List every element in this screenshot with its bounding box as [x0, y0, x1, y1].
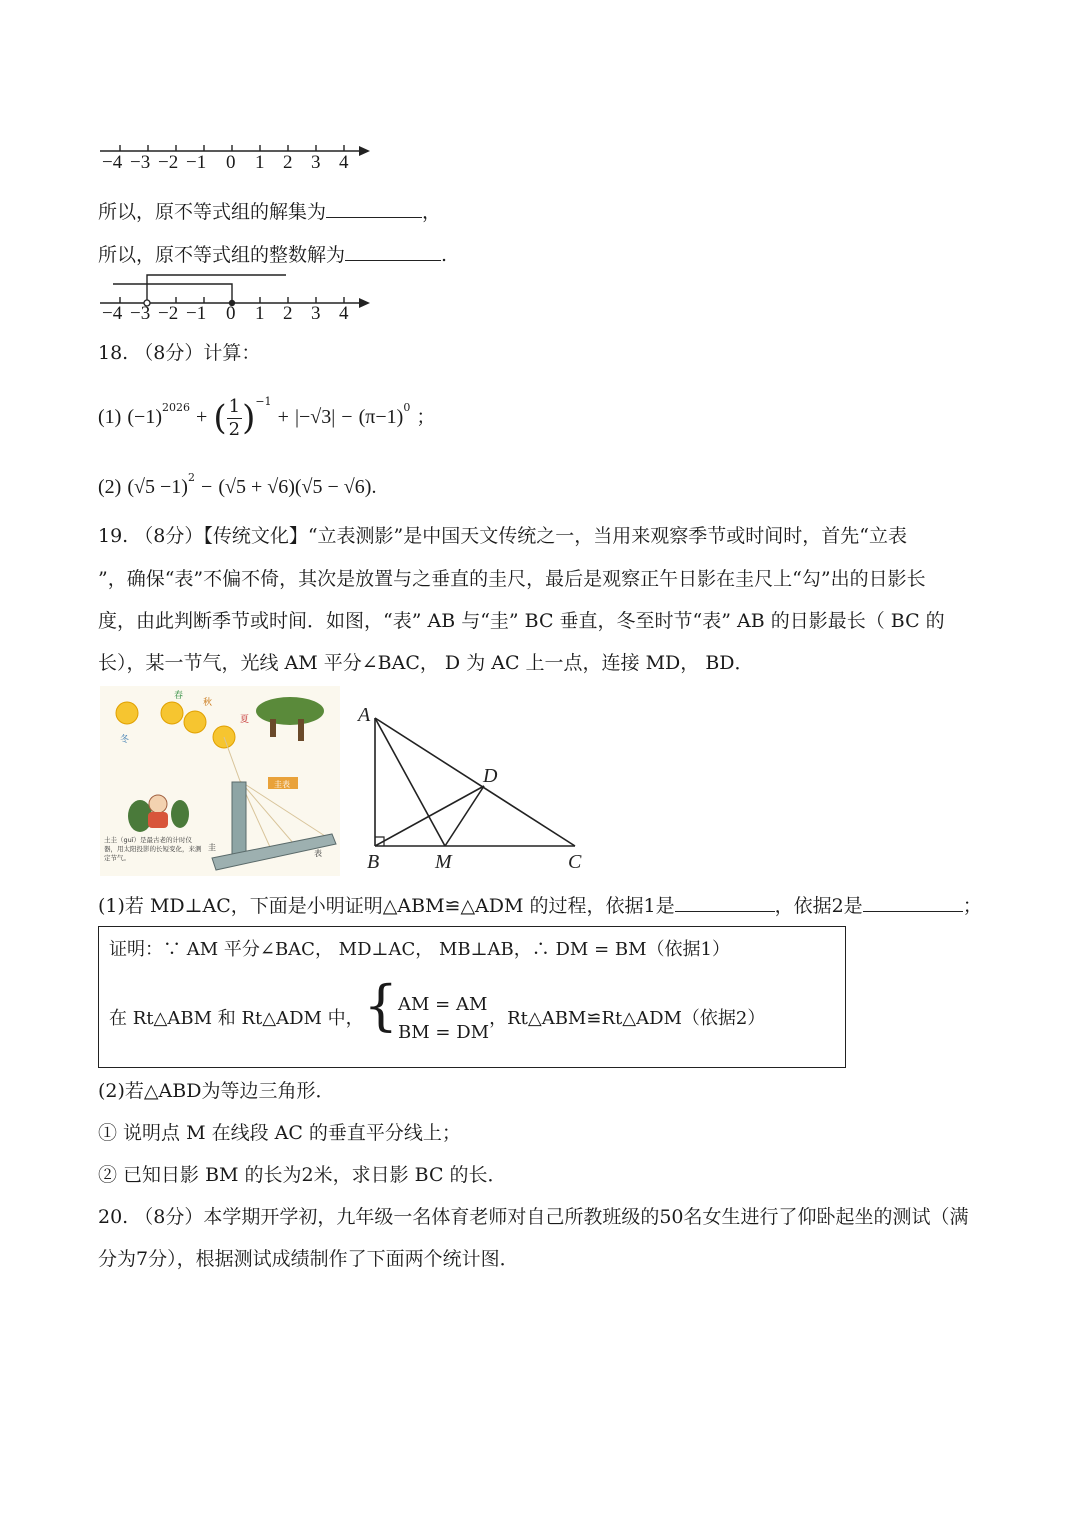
tick-label: −1: [186, 152, 207, 173]
solution-set-line: [98, 197, 441, 225]
proof-line-2: [109, 974, 766, 1043]
integer-solution-text: 所以，原不等式组的整数解为: [98, 244, 346, 266]
q19-part2a: ① 说明点 M 在线段 AC 的垂直平分线上；: [98, 1122, 461, 1144]
answer-blank[interactable]: [326, 197, 422, 218]
operator: +: [277, 406, 289, 428]
tick-label: −2: [158, 152, 179, 173]
operator: −: [341, 406, 353, 428]
tick-label: 2: [283, 303, 293, 324]
proof-suffix: ，Rt△ABM≌Rt△ADM（依据2）: [489, 1008, 766, 1029]
exponent: 0: [403, 401, 411, 414]
tick-label: −2: [158, 303, 179, 324]
tick-label: −3: [130, 303, 151, 324]
fraction-numerator: 1: [228, 395, 241, 417]
expr-base: (−1): [127, 406, 162, 428]
integer-solution-line: [98, 240, 447, 268]
part-label: (1): [98, 406, 122, 428]
tick-label: 0: [226, 152, 236, 173]
tick-label: 3: [311, 152, 321, 173]
proof-box: [98, 926, 846, 1068]
fraction: [227, 396, 242, 441]
segment-md: [445, 786, 484, 846]
equation-1: AM = AM: [398, 994, 488, 1015]
point-label-a: A: [358, 704, 371, 726]
q20-line-2: 分为7分），根据测试成绩制作了下面两个统计图．: [98, 1248, 519, 1270]
punctuation: ；: [962, 895, 982, 917]
punctuation: ；: [416, 406, 436, 428]
paren-left: (: [213, 398, 227, 438]
q19-line-2: ”，确保“表”不偏不倚，其次是放置与之垂直的圭尺，最后是观察正午日影在圭尺上“勾”出的日影长: [98, 568, 926, 590]
answer-blank-reason2[interactable]: [863, 891, 963, 912]
point-label-d: D: [483, 765, 498, 787]
punctuation: .: [371, 476, 377, 498]
paren-right: ): [242, 398, 256, 438]
tick-label: 3: [311, 303, 321, 324]
number-line-1: [96, 140, 386, 180]
q20-line-1: 20. （8分）本学期开学初，九年级一名体育老师对自己所教班级的50名女生进行了仰卧起坐的测试（满: [98, 1206, 969, 1228]
sundial-illustration: [100, 686, 340, 876]
child-figure: [149, 795, 167, 813]
brace: {: [363, 974, 399, 1037]
point-label-m: M: [435, 851, 452, 873]
tick-label: −1: [186, 303, 207, 324]
operator: −: [201, 476, 213, 498]
tick-label: 1: [255, 303, 265, 324]
tick-label: 4: [339, 303, 349, 324]
gnomon-pillar: [232, 782, 246, 862]
abs-value: |−√3|: [294, 406, 336, 428]
equation-2: BM = DM: [398, 1022, 490, 1043]
illustration-caption: 土圭（guī）是最古老的计时仪器，用太阳投影的长短变化，来测定节气。: [104, 836, 202, 862]
expr-a: (√5 −1): [127, 476, 188, 498]
operator: +: [196, 406, 208, 428]
biao-label: 表: [314, 849, 322, 858]
tick-label: −4: [102, 303, 123, 324]
abs-content: −√3: [298, 406, 332, 428]
season-label: 春: [174, 691, 184, 701]
season-label: 夏: [240, 715, 250, 725]
punctuation: .: [441, 244, 448, 266]
q19-line-4: 长），某一节气，光线 AM 平分∠BAC， D 为 AC 上一点，连接 MD， BD．: [98, 652, 754, 674]
tick-label: 4: [339, 152, 349, 173]
child-body: [148, 812, 168, 828]
tick-label: 2: [283, 152, 293, 173]
q18-part1: [98, 392, 435, 442]
season-label: 秋: [203, 698, 213, 708]
proof-line-1: 证明：∵ AM 平分∠BAC， MD⊥AC， MB⊥AB，∴ DM = BM（依据1）: [109, 939, 730, 960]
gui-label: 圭: [208, 843, 216, 852]
number-line-2: [96, 270, 386, 326]
q19-part1: [98, 891, 982, 919]
q19-part2b: ② 已知日影 BM 的长为2米，求日影 BC 的长．: [98, 1164, 507, 1186]
exponent: 2: [187, 471, 195, 484]
sign-text: 圭表: [274, 780, 290, 789]
q19-line-1: 19. （8分）【传统文化】“立表测影”是中国天文传统之一，当用来观察季节或时间时，首先“立表: [98, 525, 907, 547]
answer-blank[interactable]: [345, 240, 441, 261]
solution-set-text: 所以，原不等式组的解集为: [98, 201, 327, 223]
q19-part2: (2)若△ABD为等边三角形．: [98, 1080, 335, 1102]
part-label: (2): [98, 476, 122, 498]
exponent: 2026: [161, 401, 190, 414]
punctuation: ，: [422, 201, 442, 223]
point-label-b: B: [367, 851, 380, 873]
q19-line-3: 度，由此判断季节或时间．如图，“表” AB 与“圭” BC 垂直，冬至时节“表” AB 的日影最长（ BC 的: [98, 610, 945, 632]
tick-label: −3: [130, 152, 151, 173]
q18-heading: 18. （8分）计算：: [98, 342, 261, 364]
triangle-figure: [350, 698, 600, 878]
tick-label: 0: [226, 303, 236, 324]
expr-pi: (π−1): [358, 406, 404, 428]
part1-text: (1)若 MD⊥AC，下面是小明证明△ABM≌△ADM 的过程，依据1是: [98, 895, 675, 917]
tick-label: −4: [102, 152, 123, 173]
exponent: −1: [255, 395, 272, 408]
answer-blank-reason1[interactable]: [675, 891, 775, 912]
segment-bd: [375, 786, 484, 846]
proof-prefix: 在 Rt△ABM 和 Rt△ADM 中，: [109, 1008, 364, 1029]
equation-system: [398, 991, 489, 1047]
point-label-c: C: [568, 851, 582, 873]
tick-label: 1: [255, 152, 265, 173]
q18-part2: [98, 470, 376, 504]
season-label: 冬: [120, 735, 130, 745]
part1-mid: ，依据2是: [774, 895, 863, 917]
segment-ac: [375, 718, 575, 846]
fraction-denominator: 2: [228, 418, 241, 440]
expr-b: (√5 + √6)(√5 − √6): [218, 476, 372, 498]
